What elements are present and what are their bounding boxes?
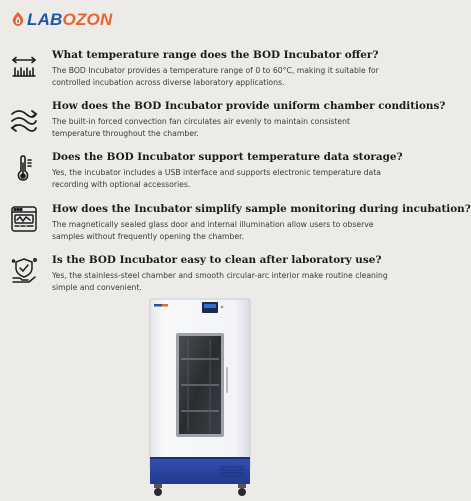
- faq-question: How does the Incubator simplify sample monitoring during incubation?: [52, 203, 471, 215]
- bod-incubator-image: [148, 297, 252, 497]
- faq-answer: Yes, the incubator includes a USB interface and supports electronic temperature data recording with optional accessories.: [52, 168, 381, 189]
- faq-item-data-storage: [0, 151, 403, 195]
- faq-question: How does the BOD Incubator provide uniform chamber conditions?: [52, 100, 446, 112]
- logo-text-lab: LAB: [27, 9, 63, 29]
- incubator-base: [150, 457, 250, 484]
- faq-item-easy-cleaning: [0, 254, 400, 298]
- faq-item-temperature-range: [0, 49, 400, 93]
- airflow-icon: [10, 106, 38, 134]
- faq-question: Does the BOD Incubator support temperature data storage?: [52, 151, 403, 163]
- logo-text-ozon: OZON: [62, 9, 113, 29]
- faq-item-uniform-conditions: [0, 100, 446, 144]
- temperature-range-icon: [10, 55, 38, 83]
- faq-question: What temperature range does the BOD Incubator offer?: [52, 49, 379, 61]
- faq-answer: Yes, the stainless-steel chamber and smooth circular-arc interior make routine cleaning simple and convenient.: [52, 271, 388, 292]
- brand-logo: [10, 7, 112, 31]
- thermometer-icon: [10, 154, 38, 182]
- faq-answer: The BOD Incubator provides a temperature range of 0 to 60°C, making it suitable for controlled incubation across diverse laboratory applications.: [52, 66, 379, 87]
- logo-flame-icon: [10, 11, 26, 27]
- monitoring-panel-icon: [10, 205, 38, 233]
- faq-question: Is the BOD Incubator easy to clean after laboratory use?: [52, 254, 382, 266]
- incubator-door-handle: [226, 367, 228, 393]
- incubator-casters: [154, 484, 246, 496]
- easy-clean-icon: [10, 256, 38, 284]
- faq-answer: The magnetically sealed glass door and internal illumination allow users to observe samples without frequently opening the chamber.: [52, 220, 374, 241]
- faq-answer: The built-in forced convection fan circulates air evenly to maintain consistent temperature throughout the chamber.: [52, 117, 350, 138]
- faq-item-sample-monitoring: [0, 203, 471, 247]
